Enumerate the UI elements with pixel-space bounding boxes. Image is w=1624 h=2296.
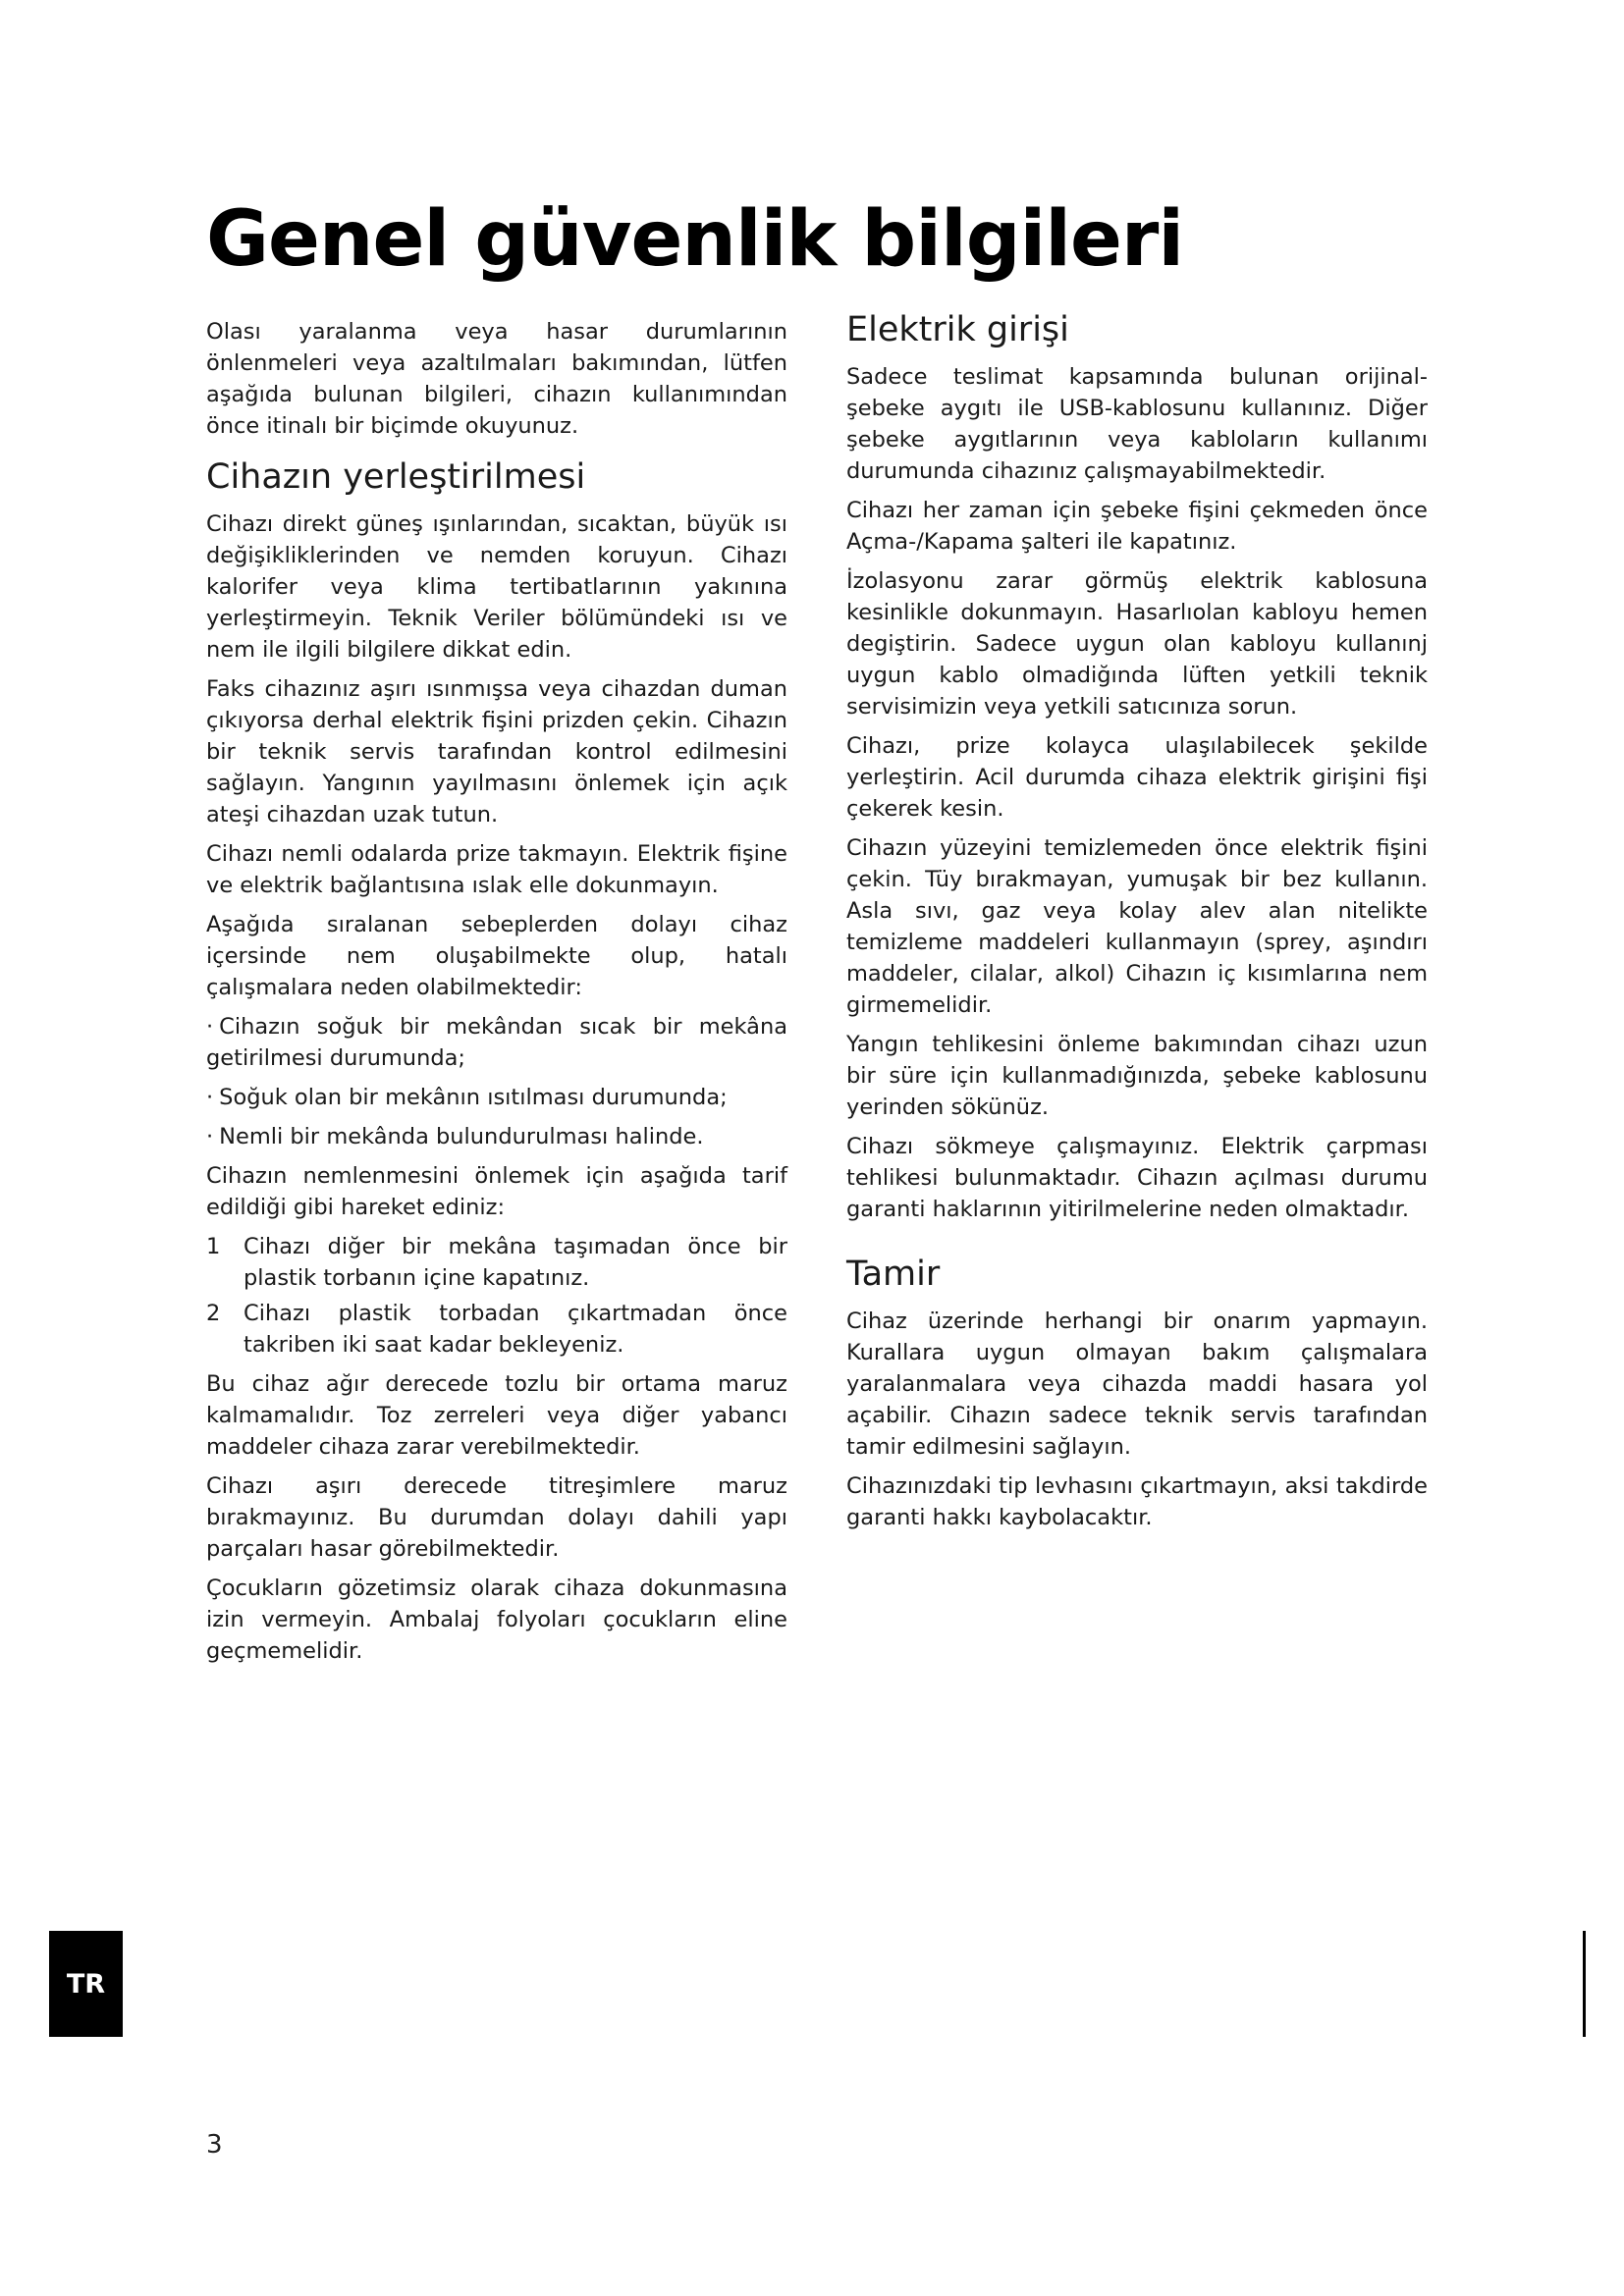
left-column <box>206 316 787 1675</box>
page-title: Genel güvenlik bilgileri <box>206 195 1184 284</box>
bullet-marker: · <box>206 1124 214 1149</box>
section-heading-placement: Cihazın yerleştirilmesi <box>206 457 586 497</box>
paragraph: Cihazı her zaman için şebeke fişini çekmeden önce Açma-/Kapama şalteri ile kapatınız. <box>846 498 1428 555</box>
paragraph: Cihazın yüzeyini temizlemeden önce elektrik fişini çekin. Tüy bırakmayan, yumuşak bir bez kullanın. Asla sıvı, gaz veya kolay alev alan nitelikte temizleme maddeleri kullanmayın (sprey, aşındırı maddeler, cilalar, alkol) Cihazın iç kısımlarına nem girmemelidir. <box>846 835 1428 1018</box>
paragraph: Cihazı sökmeye çalışmayınız. Elektrik çarpması tehlikesi bulunmaktadır. Cihazın açılması durumu garanti haklarının yitirilmelerine neden olmaktadır. <box>846 1134 1428 1222</box>
page-number: 3 <box>206 2130 223 2160</box>
step-number: 1 <box>206 1234 221 1259</box>
numbered-list <box>206 1231 787 1361</box>
paragraph: Sadece teslimat kapsamında bulunan orijinal-şebeke aygıtı ile USB-kablosunu kullanınız. Diğer şebeke aygıtlarının veya kabloların kullanımı durumunda cihazınız çalışmayabilmektedir. <box>846 364 1428 484</box>
paragraph: Cihaz üzerinde herhangi bir onarım yapmayın. Kurallara uygun olmayan bakım çalışmalara yaralanmalara veya cihazda maddi hasara yol açabilir. Cihazın sadece teknik servis tarafından tamir edilmesini sağlayın. <box>846 1308 1428 1460</box>
side-rule <box>1583 1931 1586 2037</box>
list-item: · Soğuk olan bir mekânın ısıtılması durumunda; <box>206 1085 728 1110</box>
paragraph: Faks cihazınız aşırı ısınmışsa veya cihazdan duman çıkıyorsa derhal elektrik fişini prizden çekin. Cihazın bir teknik servis tarafından kontrol edilmesini sağlayın. Yangının yayılmasını önlemek için açık ateşi cihazdan uzak tutun. <box>206 676 787 828</box>
section-heading-power: Elektrik girişi <box>846 310 1069 349</box>
bullet-marker: · <box>206 1085 214 1110</box>
paragraph: Cihazı, prize kolayca ulaşılabilecek şekilde yerleştirin. Acil durumda cihaza elektrik girişini fişi çekerek kesin. <box>846 733 1428 822</box>
paragraph: Bu cihaz ağır derecede tozlu bir ortama maruz kalmamalıdır. Toz zerreleri veya diğer yabancı maddeler cihaza zarar verebilmektedir. <box>206 1371 787 1460</box>
list-item: 1 Cihazı diğer bir mekâna taşımadan önce bir plastik torbanın içine kapatınız. <box>206 1231 787 1294</box>
paragraph: Cihazın nemlenmesini önlemek için aşağıda tarif edildiği gibi hareket ediniz: <box>206 1163 787 1220</box>
paragraph: Cihazı nemli odalarda prize takmayın. Elektrik fişine ve elektrik bağlantısına ıslak elle dokunmayın. <box>206 841 787 898</box>
list-item: · Nemli bir mekânda bulundurulması halinde. <box>206 1124 704 1149</box>
paragraph: Aşağıda sıralanan sebeplerden dolayı cihaz içersinde nem oluşabilmekte olup, hatalı çalışmalara neden olabilmektedir: <box>206 912 787 1000</box>
paragraph: Çocukların gözetimsiz olarak cihaza dokunmasına izin vermeyin. Ambalaj folyoları çocukların eline geçmemelidir. <box>206 1575 787 1664</box>
paragraph: Cihazınızdaki tip levhasını çıkartmayın, aksi takdirde garanti hakkı kaybolacaktır. <box>846 1473 1428 1530</box>
paragraph: Cihazı aşırı derecede titreşimlere maruz bırakmayınız. Bu durumdan dolayı dahili yapı parçaları hasar görebilmektedir. <box>206 1473 787 1562</box>
language-tab: TR <box>49 1931 123 2037</box>
section-heading-repair: Tamir <box>846 1255 941 1294</box>
right-column <box>846 310 1428 1541</box>
bullet-list <box>206 1011 787 1152</box>
bullet-marker: · <box>206 1014 214 1040</box>
step-number: 2 <box>206 1301 221 1326</box>
list-item: · Cihazın soğuk bir mekândan sıcak bir mekâna getirilmesi durumunda; <box>206 1014 787 1071</box>
paragraph: İzolasyonu zarar görmüş elektrik kablosuna kesinlikle dokunmayın. Hasarlıolan kabloyu hemen degiştirin. Sadece uygun olan kabloyu kullanınj uygun kablo olmadiğında lüften yetkili teknik servisimizin veya yetkili satıcınıza sorun. <box>846 568 1428 720</box>
intro-paragraph: Olası yaralanma veya hasar durumlarının önlenmeleri veya azaltılmaları bakımından, lütfen aşağıda bulunan bilgileri, cihazın kullanımından önce itinalı bir biçimde okuyunuz. <box>206 319 787 439</box>
paragraph: Yangın tehlikesini önleme bakımından cihazı uzun bir süre için kullanmadığınızda, şebeke kablosunu yerinden sökünüz. <box>846 1032 1428 1120</box>
paragraph: Cihazı direkt güneş ışınlarından, sıcaktan, büyük ısı değişikliklerinden ve nemden koruyun. Cihazı kalorifer veya klima tertibatlarının yakınına yerleştirmeyin. Teknik Veriler bölümündeki ısı ve nem ile ilgili bilgilere dikkat edin. <box>206 511 787 663</box>
list-item: 2 Cihazı plastik torbadan çıkartmadan önce takriben iki saat kadar bekleyeniz. <box>206 1298 787 1361</box>
